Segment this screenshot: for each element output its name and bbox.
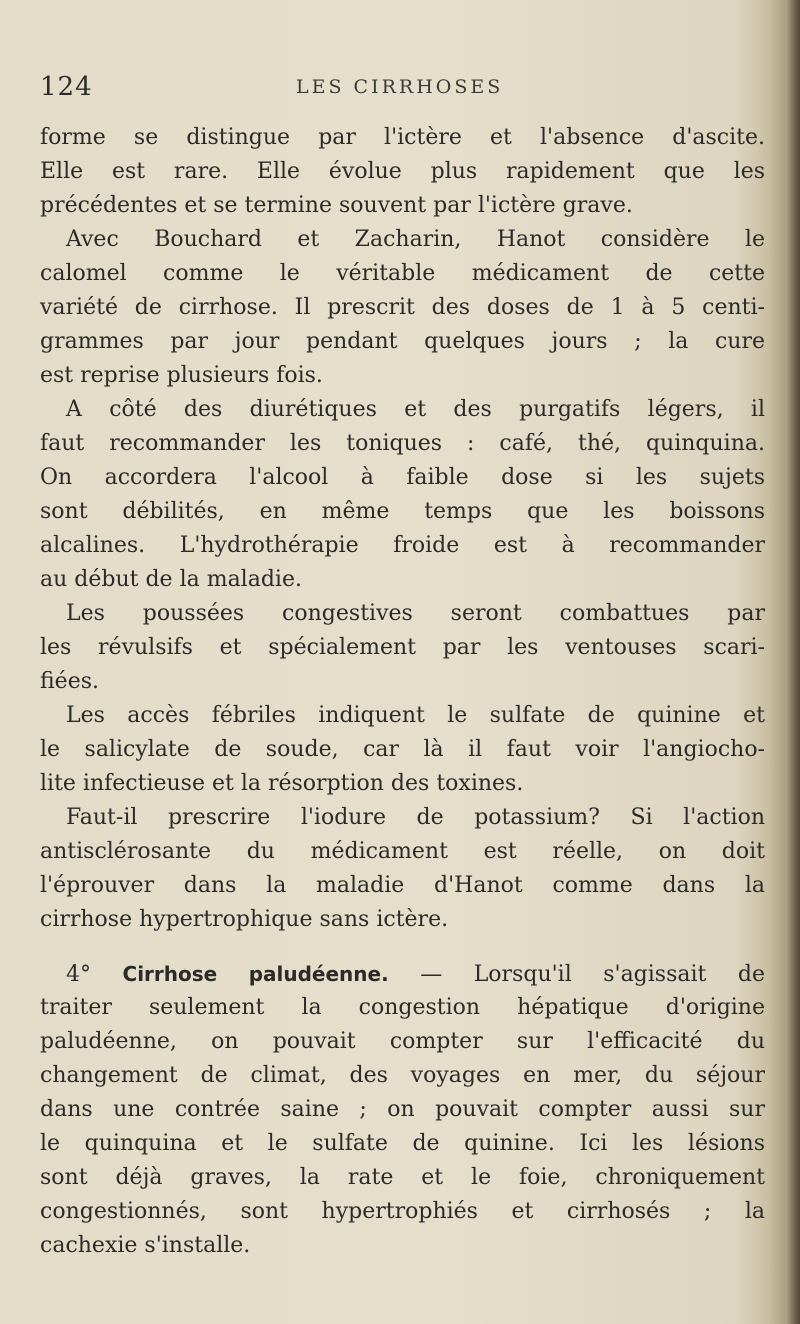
section-heading-line xyxy=(40,957,765,991)
running-head xyxy=(40,72,760,106)
page-edge xyxy=(786,0,800,1324)
text-line: au début de la maladie. xyxy=(40,567,302,592)
text-line: cirrhose hypertrophique sans ictère. xyxy=(40,907,449,932)
text-line: Les accès fébriles indiquent le sulfate de quinine et xyxy=(66,703,765,728)
text-line: l'éprouver dans la maladie d'Hanot comme dans la xyxy=(40,873,765,898)
text-line: forme se distingue par l'ictère et l'absence d'ascite. xyxy=(40,125,765,150)
section-heading: Cirrhose paludéenne. xyxy=(122,962,389,986)
text-line: dans une contrée saine ; on pouvait compter aussi sur xyxy=(40,1097,765,1122)
text-line: Les poussées congestives seront combattues par xyxy=(66,601,765,626)
text-line: les révulsifs et spécialement par les ventouses scari- xyxy=(40,635,765,660)
text-line: le salicylate de soude, car là il faut voir l'angiocho- xyxy=(40,737,765,762)
text-line: sont déjà graves, la rate et le foie, chroniquement xyxy=(40,1165,765,1190)
text-line: précédentes et se termine souvent par l'ictère grave. xyxy=(40,193,633,218)
text-line: le quinquina et le sulfate de quinine. Ici les lésions xyxy=(40,1131,765,1156)
text-line: On accordera l'alcool à faible dose si les sujets xyxy=(40,465,765,490)
text-line: calomel comme le véritable médicament de cette xyxy=(40,261,765,286)
text-line: antisclérosante du médicament est réelle, on doit xyxy=(40,839,765,864)
section-number: 4° xyxy=(66,962,91,987)
chapter-title: LES CIRRHOSES xyxy=(296,76,504,98)
text-line: paludéenne, on pouvait compter sur l'efficacité du xyxy=(40,1029,765,1054)
text-line: est reprise plusieurs fois. xyxy=(40,363,323,388)
text-line: Avec Bouchard et Zacharin, Hanot considère le xyxy=(66,227,765,252)
body-text xyxy=(40,121,765,1263)
text-line: A côté des diurétiques et des purgatifs légers, il xyxy=(66,397,765,422)
text-line: Faut-il prescrire l'iodure de potassium? Si l'action xyxy=(66,805,765,830)
text-line: grammes par jour pendant quelques jours ; la cure xyxy=(40,329,765,354)
text-line: alcalines. L'hydrothérapie froide est à recommander xyxy=(40,533,765,558)
text-line: faut recommander les toniques : café, thé, quinquina. xyxy=(40,431,765,456)
text-line: changement de climat, des voyages en mer, du séjour xyxy=(40,1063,765,1088)
section-spacer xyxy=(40,937,765,957)
text-line: sont débilités, en même temps que les boissons xyxy=(40,499,765,524)
text-line: lite infectieuse et la résorption des toxines. xyxy=(40,771,524,796)
page-number: 124 xyxy=(40,72,93,102)
text-line: variété de cirrhose. Il prescrit des doses de 1 à 5 centi- xyxy=(40,295,765,320)
text-line: traiter seulement la congestion hépatique d'origine xyxy=(40,995,765,1020)
section-intro-text: — Lorsqu'il s'agissait de xyxy=(388,962,765,987)
text-line: congestionnés, sont hypertrophiés et cirrhosés ; la xyxy=(40,1199,765,1224)
text-line: Elle est rare. Elle évolue plus rapidement que les xyxy=(40,159,765,184)
text-line: fiées. xyxy=(40,669,99,694)
text-line: cachexie s'installe. xyxy=(40,1233,251,1258)
